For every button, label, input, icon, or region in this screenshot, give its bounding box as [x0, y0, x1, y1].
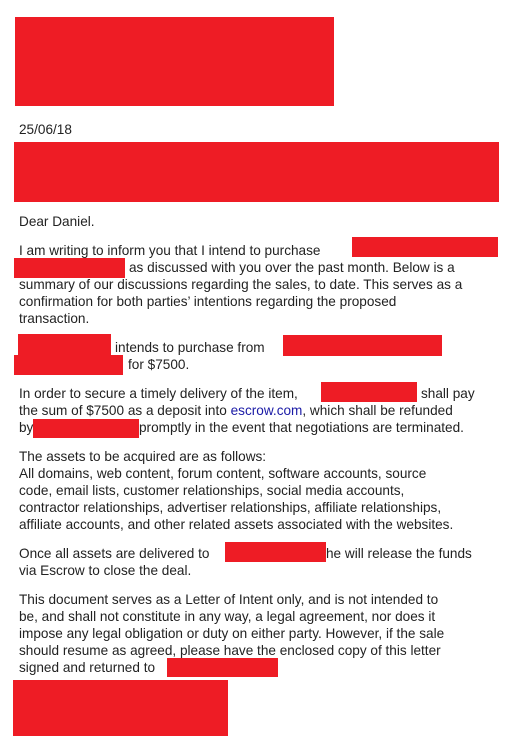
p3-line1a: In order to secure a timely delivery of the item, [19, 386, 298, 401]
p4-line3: code, email lists, customer relationships, social media accounts, [19, 483, 405, 498]
p3-line2a: the sum of $7500 as a deposit into [19, 403, 231, 418]
p3-line1b: shall pay [421, 386, 475, 401]
redacted-recipient-address [14, 142, 499, 202]
redacted-party-name-4 [167, 658, 278, 677]
escrow-link[interactable]: escrow.com [230, 403, 303, 418]
p2-line1: intends to purchase from [115, 340, 265, 355]
redacted-party-name-1 [321, 382, 417, 402]
p1-line3: summary of our discussions regarding the sales, to date. This serves as a [19, 277, 463, 292]
salutation: Dear Daniel. [19, 214, 95, 229]
p5-line2: via Escrow to close the deal. [19, 563, 192, 578]
p6-line1: This document serves as a Letter of Intent only, and is not intended to [19, 592, 439, 607]
redacted-sender-header [15, 17, 334, 106]
redacted-signature [13, 680, 228, 736]
redacted-party-name-2 [33, 419, 139, 438]
p3-line3b: promptly in the event that negotiations are terminated. [139, 420, 464, 435]
letter-date: 25/06/18 [19, 122, 72, 137]
p4-line2: All domains, web content, forum content, software accounts, source [19, 466, 427, 481]
redacted-item-name-1 [352, 237, 498, 257]
redacted-seller-name [283, 335, 442, 356]
p3-line3a: by [19, 420, 34, 435]
redacted-item-description [14, 355, 123, 375]
redacted-item-name-2 [14, 258, 125, 278]
p1-line5: transaction. [19, 311, 90, 326]
p3-line2b: , which shall be refunded [302, 403, 453, 418]
p5-line1a: Once all assets are delivered to [19, 546, 210, 561]
p1-line2: as discussed with you over the past month. Below is a [129, 260, 455, 275]
p6-line3: impose any legal obligation or duty on either party. However, if the sale [19, 626, 445, 641]
p2-line2: for $7500. [128, 357, 190, 372]
p6-line2: be, and shall not constitute in any way, a legal agreement, nor does it [19, 609, 436, 624]
p5-line1b: he will release the funds [326, 546, 472, 561]
p4-line4: contractor relationships, advertiser relationships, affiliate relationships, [19, 500, 442, 515]
redacted-buyer-name [18, 334, 111, 355]
p6-line5: signed and returned to [19, 660, 156, 675]
p1-line1: I am writing to inform you that I intend to purchase [19, 243, 321, 258]
p6-line4: should resume as agreed, please have the enclosed copy of this letter [19, 643, 441, 658]
p1-line4: confirmation for both parties’ intentions regarding the proposed [19, 294, 397, 309]
redacted-party-name-3 [225, 542, 326, 562]
p4-line5: affiliate accounts, and other related assets associated with the websites. [19, 517, 454, 532]
p4-line1: The assets to be acquired are as follows: [19, 449, 267, 464]
p3-line2 [19, 402, 453, 419]
